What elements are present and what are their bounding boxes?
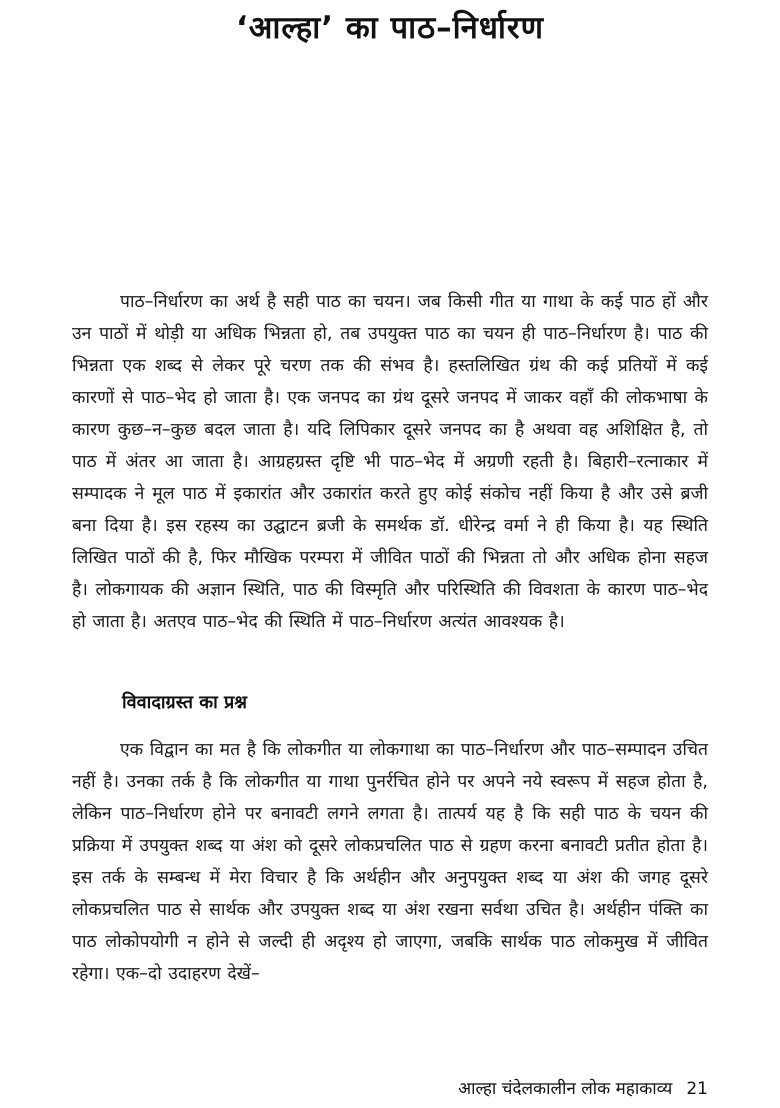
paragraph-block-2	[72, 734, 708, 990]
footer-book-title: आल्हा चंदेलकालीन लोक महाकाव्य	[458, 1079, 673, 1099]
page-title: ‘आल्हा’ का पाठ–निर्धारण	[235, 10, 545, 46]
section-heading: विवादाग्रस्त का प्रश्न	[122, 692, 247, 713]
paragraph-text: एक विद्वान का मत है कि लोकगीत या लोकगाथा का पाठ–निर्धारण और पाठ–सम्पादन उचित नहीं है। उनका तर्क है कि लोकगीत या गाथा पुनर्रचित होने पर अपने नये स्वरूप में सहज होता है, लेकिन पाठ–निर्धारण होने पर बनावटी लगने लगता है। तात्पर्य यह है कि सही पाठ के चयन की प्रक्रिया में उपयुक्त शब्द या अंश को दूसरे लोकप्रचलित पाठ से ग्रहण करना बनावटी प्रतीत होता है। इस तर्क के सम्बन्ध में मेरा विचार है कि अर्थहीन और अनुपयुक्त शब्द या अंश की जगह दूसरे लोकप्रचलित पाठ से सार्थक और उपयुक्त शब्द या अंश रखना सर्वथा उचित है। अर्थहीन पंक्ति का पाठ लोकोपयोगी न होने से जल्दी ही अदृश्य हो जाएगा, जबकि सार्थक पाठ लोकमुख में जीवित रहेगा। एक–दो उदाहरण देखें–	[72, 740, 708, 984]
paragraph-block-1	[72, 286, 708, 638]
paragraph-text: पाठ–निर्धारण का अर्थ है सही पाठ का चयन। जब किसी गीत या गाथा के कई पाठ हों और उन पाठों में थोड़ी या अधिक भिन्नता हो, तब उपयुक्त पाठ का चयन ही पाठ–निर्धारण है। पाठ की भिन्नता एक शब्द से लेकर पूरे चरण तक की संभव है। हस्तलिखित ग्रंथ की कई प्रतियों में कई कारणों से पाठ–भेद हो जाता है। एक जनपद का ग्रंथ दूसरे जनपद में जाकर वहाँ की लोकभाषा के कारण कुछ–न–कुछ बदल जाता है। यदि लिपिकार दूसरे जनपद का है अथवा वह अशिक्षित है, तो पाठ में अंतर आ जाता है। आग्रहग्रस्त दृष्टि भी पाठ–भेद में अग्रणी रहती है। बिहारी–रत्नाकार में सम्पादक ने मूल पाठ में इकारांत और उकारांत करते हुए कोई संकोच नहीं किया है और उसे ब्रजी बना दिया है। इस रहस्य का उद्घाटन ब्रजी के समर्थक डॉ. धीरेन्द्र वर्मा ने ही किया है। यह स्थिति लिखित पाठों की है, फिर मौखिक परम्परा में जीवित पाठों की भिन्नता तो और अधिक होना सहज है। लोकगायक की अज्ञान स्थिति, पाठ की विस्मृति और परिस्थिति की विवशता के कारण पाठ–भेद हो जाता है। अतएव पाठ–भेद की स्थिति में पाठ–निर्धारण अत्यंत आवश्यक है।	[72, 292, 708, 632]
page-footer	[458, 1076, 708, 1099]
page-number: 21	[686, 1079, 708, 1099]
